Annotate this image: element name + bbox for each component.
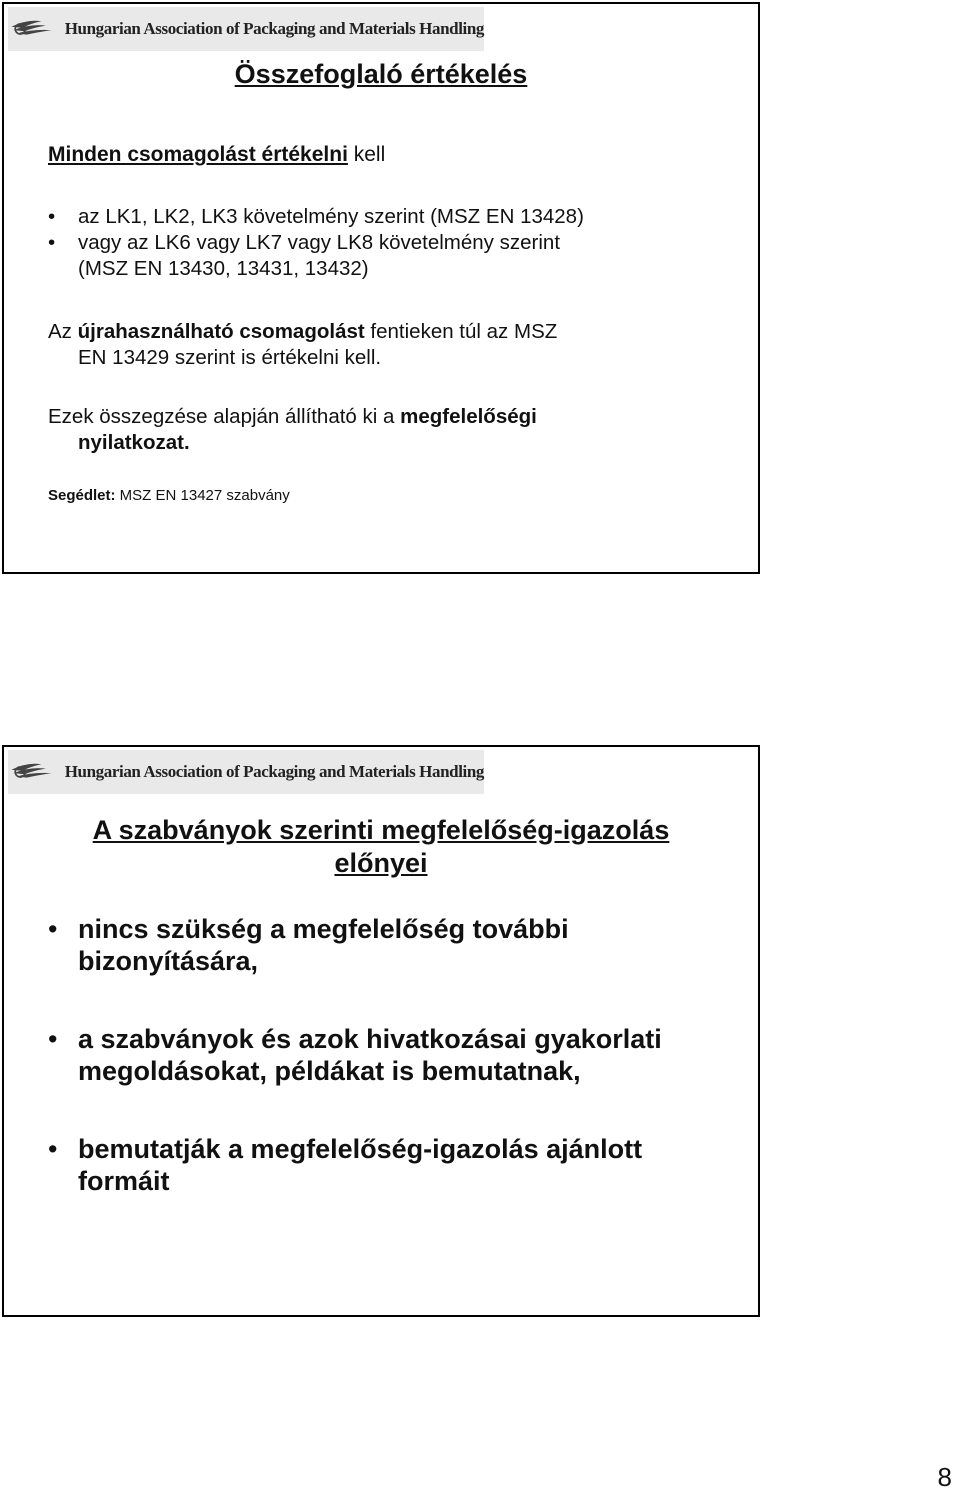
slide-summary	[2, 2, 760, 574]
slide-title	[4, 814, 758, 880]
requirement-list	[48, 204, 584, 282]
page-number: 8	[937, 1462, 952, 1492]
slide-title: Összefoglaló értékelés	[234, 59, 528, 89]
reusable-paragraph	[48, 319, 738, 371]
declaration-paragraph	[48, 404, 738, 456]
association-logo	[8, 7, 484, 51]
heading-rest: kell	[347, 143, 386, 166]
slide-benefits	[2, 745, 760, 1317]
para-text: Ezek összegzése alapján állítható ki a	[48, 405, 401, 428]
list-item-text: nincs szükség a megfelelőség további	[78, 914, 569, 944]
list-item-text-line2: formáit	[78, 1166, 170, 1196]
helper-text: MSZ EN 13427 szabvány	[115, 487, 290, 504]
logo-text: Hungarian Association of Packaging and Materials Handling	[64, 19, 484, 38]
association-logo	[8, 750, 484, 794]
para-bold: megfelelőségi	[400, 405, 537, 428]
list-item	[48, 204, 584, 230]
logo-wings-icon	[8, 750, 55, 794]
list-item-text-line2: megoldásokat, példákat is bemutatnak,	[78, 1056, 581, 1086]
list-item	[48, 230, 584, 282]
section-heading	[48, 142, 385, 168]
list-item-text: az LK1, LK2, LK3 követelmény szerint (MSZ EN 13428)	[78, 205, 584, 228]
para-line2: nyilatkozat.	[78, 431, 190, 454]
list-item	[48, 1023, 662, 1087]
logo-text: Hungarian Association of Packaging and Materials Handling	[64, 762, 484, 781]
list-item	[48, 913, 662, 977]
heading-bold: Minden csomagolást értékelni	[48, 143, 348, 166]
benefits-list	[48, 913, 662, 1243]
logo-wings-icon	[8, 7, 55, 51]
list-item-text: bemutatják a megfelelőség-igazolás ajánlott	[78, 1134, 643, 1164]
helper-note	[48, 487, 290, 504]
para-text: Az	[48, 320, 78, 343]
title-line1: A szabványok szerinti megfelelőség-igazolás	[92, 815, 670, 845]
list-item	[48, 1133, 662, 1197]
para-bold: újrahasználható csomagolást	[77, 320, 365, 343]
para-text: fentieken túl az MSZ	[364, 320, 558, 343]
list-item-text: vagy az LK6 vagy LK7 vagy LK8 követelmény szerint	[78, 231, 561, 254]
helper-label: Segédlet:	[48, 487, 116, 504]
title-line2: előnyei	[334, 848, 428, 878]
list-item-text: a szabványok és azok hivatkozásai gyakorlati	[78, 1024, 662, 1054]
list-item-text-line2: bizonyítására,	[78, 946, 259, 976]
list-item-text-line2: (MSZ EN 13430, 13431, 13432)	[78, 257, 369, 280]
para-line2: EN 13429 szerint is értékelni kell.	[78, 346, 382, 369]
